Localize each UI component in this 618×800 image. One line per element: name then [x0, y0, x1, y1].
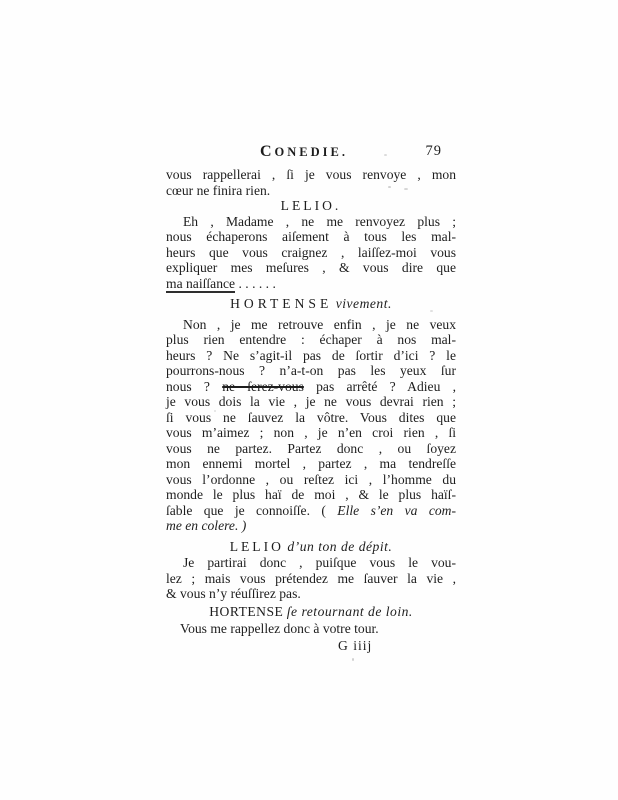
text-line: vous l’ordonne , ou reſtez ici , l’homme du — [166, 471, 456, 487]
running-header — [166, 144, 456, 160]
text-line — [166, 379, 456, 395]
text-line: expliquer mes meſures , & vous dire que — [166, 260, 456, 275]
text-line: lez ; mais vous prétendez me ſauver la vie , — [166, 570, 456, 586]
speaker-name: HORTENSE — [230, 296, 333, 311]
text-line: vous ne partez. Partez donc , ou ſoyez — [166, 440, 456, 456]
text-line: Vous me rappellez donc à votre tour. — [180, 621, 379, 636]
speaker-heading-hortense-2 — [166, 604, 456, 620]
ink-smudge-underline: ma naiſſance — [166, 275, 236, 291]
stage-direction-inline: me en colere. ) — [166, 518, 247, 533]
scan-speck — [388, 186, 391, 188]
text-line — [166, 503, 456, 519]
scan-speck — [430, 310, 433, 312]
stage-direction-inline: Elle s’en va com- — [337, 502, 456, 518]
text-line: nous échaperons aiſement à tous les mal- — [166, 229, 456, 244]
speaker-name: HORTENSE — [209, 603, 284, 619]
stage-direction: ſe retournant de loin. — [286, 603, 413, 619]
speaker-name: LELIO — [229, 538, 284, 554]
text-line — [166, 518, 456, 534]
text-line: heurs que vous craignez , laiſſez-moi vous — [166, 244, 456, 260]
speaker-name: LELIO. — [280, 198, 342, 213]
text-line: monde le plus haï de moi , & le plus haïſ- — [166, 487, 456, 502]
text-line: vous rappellerai , ſi je vous renvoye , mon — [166, 167, 456, 182]
text-segment: nous ? — [166, 378, 223, 394]
text-line: Non , je me retrouve enfin , je ne veux — [183, 316, 456, 332]
signature-mark: G iiij — [338, 637, 373, 653]
text-line: Je partirai donc , puiſque vous le vou- — [183, 555, 456, 570]
text-block — [166, 144, 456, 653]
speaker-heading-lelio — [166, 198, 456, 214]
text-line: pourrons-nous ? n’a-t-on pas les yeux ſur — [166, 363, 456, 378]
stage-direction: vivement. — [335, 296, 392, 311]
text-line: heurs ? Ne s’agit-il pas de ſortir d’ici ? le — [166, 347, 456, 363]
text-line: plus rien entendre : échaper à nos mal- — [166, 332, 456, 347]
ellipsis-dots: . . . . . . — [235, 275, 276, 291]
speaker-heading-hortense — [166, 296, 456, 312]
speaker-heading-lelio-2 — [166, 539, 456, 555]
text-segment: pas arrêté ? Adieu , — [303, 378, 457, 394]
text-line: ſi vous ne ſauvez la vôtre. Vous dites que — [166, 409, 456, 425]
scan-speck — [352, 658, 354, 661]
scan-speck — [214, 410, 216, 412]
running-header-title: CONEDIE. — [259, 143, 348, 160]
text-line: & vous n’y réuſſirez pas. — [166, 586, 301, 601]
text-line — [166, 276, 456, 292]
scan-speck — [384, 154, 387, 156]
ink-stroke-artifact: ne ſerez-vous — [222, 378, 304, 394]
text-segment: ſable que je connoiſſe. ( — [166, 502, 338, 518]
stage-direction: d’un ton de dépit. — [287, 538, 393, 554]
text-line: vous m’aimez ; non , je n’en croi rien , ſi — [166, 425, 456, 440]
scan-speck — [404, 188, 408, 190]
page-number: 79 — [425, 143, 442, 159]
text-line: cœur ne finira rien. — [166, 182, 271, 198]
text-line: je vous dois la vie , je ne vous devrai rien ; — [166, 394, 456, 409]
text-line: mon ennemi mortel , partez , ma tendreſſe — [166, 456, 456, 471]
text-line: Eh , Madame , ne me renvoyez plus ; — [183, 213, 456, 229]
